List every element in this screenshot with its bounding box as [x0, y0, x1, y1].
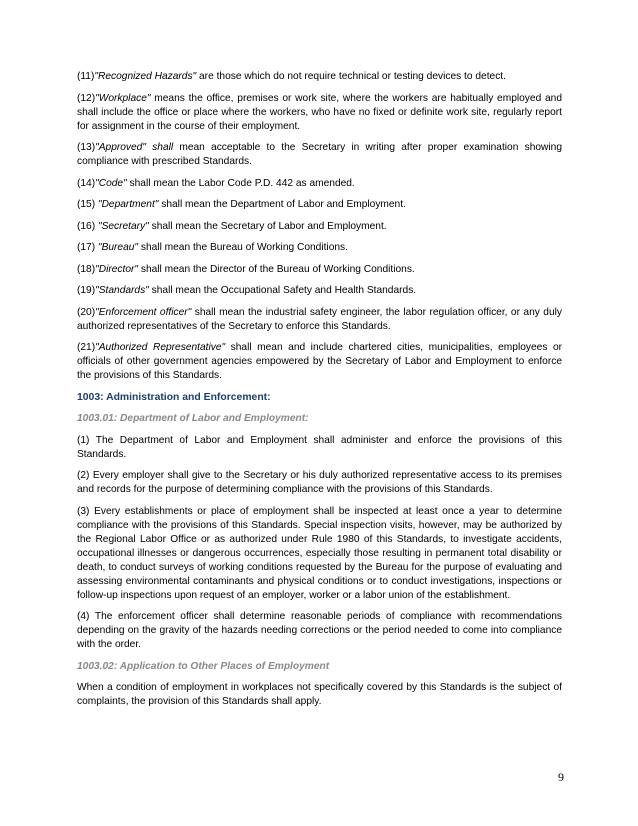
paragraph-1003-01-2: (2) Every employer shall give to the Secretary or his duly authorized representative access to its premises and records for the purpose of determining compliance with the provisions of this Standards.: [77, 470, 562, 495]
page-content: [77, 70, 562, 717]
definition-21: (21)"Authorized Representative" shall mean and include chartered cities, municipalities, employees or officials of other government agencies empowered by the Secretary of Labor and Employment to enforce the provisions of this Standards.: [77, 342, 562, 381]
subsection-heading-1003-02: 1003.02: Application to Other Places of Employment: [77, 660, 330, 672]
paragraph-1003-01-3: (3) Every establishments or place of employment shall be inspected at least once a year to determine compliance with the provisions of this Standards. Special inspection visits, however, may be authorized by the Regional Labor Office or as authorized under Rule 1980 of this Standards, to investigate accidents, occupational illnesses or dangerous occurrences, especially those resulting in permanent total disability or death, to conduct surveys of working conditions requested by the Bureau for the purpose of evaluating and assessing environmental contaminants and physical conditions or to conduct investigations, inspections or follow-up inspections upon request of an employer, worker or a labor union of the establishment.: [77, 505, 562, 601]
definition-20: (20)"Enforcement officer" shall mean the industrial safety engineer, the labor regulation officer, or any duly authorized representatives of the Secretary to enforce this Standards.: [77, 306, 562, 332]
definition-15: (15) "Department" shall mean the Department of Labor and Employment.: [77, 199, 406, 210]
definition-19: (19)"Standards" shall mean the Occupational Safety and Health Standards.: [77, 285, 417, 296]
page-number: 9: [558, 770, 564, 784]
definition-14: (14)"Code" shall mean the Labor Code P.D. 442 as amended.: [77, 177, 355, 189]
subsection-heading-1003-01: 1003.01: Department of Labor and Employment:: [77, 413, 309, 424]
section-heading-1003: 1003: Administration and Enforcement:: [77, 391, 271, 403]
definition-18: (18)"Director" shall mean the Director of the Bureau of Working Conditions.: [77, 263, 415, 275]
definition-12: (12)"Workplace" means the office, premises or work site, where the workers are habitually employed and shall include the office or place where the workers, who have no fixed or definite work site, regularly report for assignment in the course of their employment.: [77, 92, 562, 132]
definition-17: (17) "Bureau" shall mean the Bureau of Working Conditions.: [77, 242, 348, 253]
paragraph-1003-02-1: When a condition of employment in workplaces not specifically covered by this Standards is the subject of complaints, the provision of this Standards shall apply.: [77, 682, 562, 707]
definition-13: (13)"Approved" shall mean acceptable to the Secretary in writing after proper examination showing compliance with prescribed Standards.: [77, 142, 562, 167]
paragraph-1003-01-4: (4) The enforcement officer shall determine reasonable periods of compliance with recommendations depending on the gravity of the hazards needing corrections or the period needed to come into compliance with the order.: [77, 611, 562, 650]
paragraph-1003-01-1: (1) The Department of Labor and Employment shall administer and enforce the provisions of this Standards.: [77, 434, 562, 460]
definition-11: (11)"Recognized Hazards" are those which do not require technical or testing devices to detect.: [77, 71, 506, 82]
definition-16: (16) "Secretary" shall mean the Secretary of Labor and Employment.: [77, 220, 387, 232]
